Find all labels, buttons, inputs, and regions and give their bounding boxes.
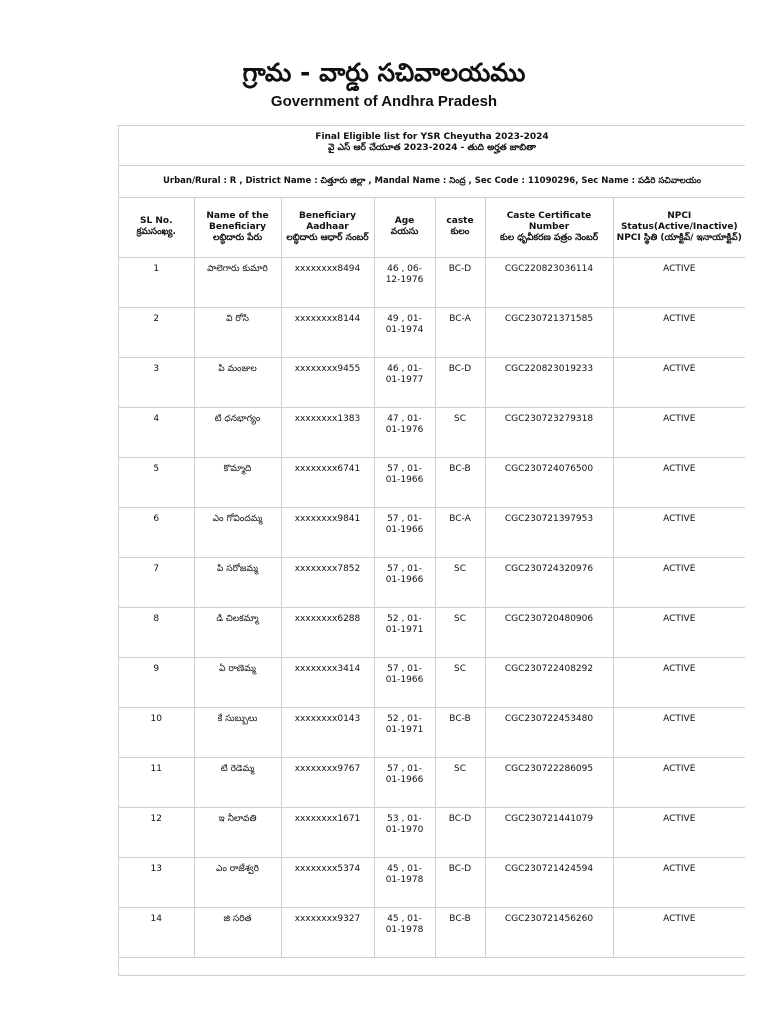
cell-beneficiary-name: ఎం గోవిందమ్మ [194,508,281,558]
cell-caste: SC [435,758,485,808]
cell-aadhaar: xxxxxxxx9455 [281,358,374,408]
cell-caste: BC-B [435,908,485,958]
cell-age: 45 , 01-01-1978 [374,858,435,908]
cell-aadhaar: xxxxxxxx6741 [281,458,374,508]
cell-npci-status: ACTIVE [613,508,745,558]
cell-beneficiary-name: పాలెగారు కుమారి [194,258,281,308]
header-beneficiary-name [194,197,281,258]
cell-beneficiary-name: టి రెడెమ్మ [194,758,281,808]
cell-caste: SC [435,408,485,458]
header-npci-status-line: NPCI స్థితి (యాక్టివ్/ ఇనాయాక్టివ్) [616,232,742,243]
cell-caste-certificate: CGC220823019233 [485,358,613,408]
page-title: గ్రామ - వార్డు సచివాలయము [242,58,526,87]
cell-beneficiary-name: ఎం రాజేశ్వరి [194,858,281,908]
list-frame [118,125,745,976]
cell-age: 45 , 01-01-1978 [374,908,435,958]
cell-caste-certificate: CGC230721456260 [485,908,613,958]
table-row [119,708,745,758]
cell-aadhaar: xxxxxxxx1383 [281,408,374,458]
header-caste-line: కులం [450,227,470,237]
cell-age: 47 , 01-01-1976 [374,408,435,458]
cell-npci-status: ACTIVE [613,558,745,608]
cell-caste: BC-D [435,358,485,408]
cell-npci-status: ACTIVE [613,858,745,908]
cell-caste-certificate: CGC230724076500 [485,458,613,508]
header-npci-status-line: NPCI Status(Active/Inactive) [620,210,738,232]
cell-age: 57 , 01-01-1966 [374,758,435,808]
table-header-row [119,197,745,258]
cell-sl-no: 3 [119,358,194,408]
table-row [119,258,745,308]
cell-beneficiary-name: ఏ రాణెమ్మ [194,658,281,708]
cell-sl-no: 10 [119,708,194,758]
table-body [119,258,745,958]
cell-aadhaar: xxxxxxxx9841 [281,508,374,558]
list-heading [119,126,745,166]
cell-caste-certificate: CGC230724320976 [485,558,613,608]
header-age-line: Age [394,216,415,226]
table-row [119,408,745,458]
cell-aadhaar: xxxxxxxx9327 [281,908,374,958]
cell-beneficiary-name: కే సుబ్బులు [194,708,281,758]
cell-aadhaar: xxxxxxxx1671 [281,808,374,858]
cell-aadhaar: xxxxxxxx5374 [281,858,374,908]
cell-sl-no: 11 [119,758,194,808]
cell-sl-no: 14 [119,908,194,958]
table-row [119,308,745,358]
header-aadhaar-line: లబ్ధిదారు ఆధార్ నంబర్ [286,232,369,243]
cell-age: 46 , 01-01-1977 [374,358,435,408]
cell-age: 49 , 01-01-1974 [374,308,435,358]
header-beneficiary-name-line: లబ్ధిదారు పేరు [212,232,263,243]
list-title-english: Final Eligible list for YSR Cheyutha 2023-2024 [315,132,549,142]
cell-aadhaar: xxxxxxxx8494 [281,258,374,308]
cell-sl-no: 2 [119,308,194,358]
header-aadhaar [281,197,374,258]
cell-npci-status: ACTIVE [613,258,745,308]
cell-sl-no: 1 [119,258,194,308]
cell-npci-status: ACTIVE [613,758,745,808]
cell-caste: SC [435,608,485,658]
cell-beneficiary-name: పి మంజుల [194,358,281,408]
table-row [119,758,745,808]
cell-caste: BC-B [435,708,485,758]
cell-caste-certificate: CGC230721397953 [485,508,613,558]
table-row [119,858,745,908]
header-npci-status [613,197,745,258]
cell-sl-no: 13 [119,858,194,908]
table-row [119,808,745,858]
cell-age: 57 , 01-01-1966 [374,508,435,558]
cell-age: 52 , 01-01-1971 [374,608,435,658]
cell-caste: SC [435,658,485,708]
location-meta-line: Urban/Rural : R , District Name : చిత్తూరు జిల్లా , Mandal Name : నింద్ర , Sec Code : 11090296, Sec Name : పడిరి సచివాలయం [119,166,745,198]
cell-beneficiary-name: టి ధనభాగ్యం [194,408,281,458]
cell-caste-certificate: CGC230722453480 [485,708,613,758]
table-row [119,358,745,408]
cell-npci-status: ACTIVE [613,608,745,658]
cell-age: 57 , 01-01-1966 [374,458,435,508]
table-row [119,458,745,508]
cell-caste-certificate: CGC220823036114 [485,258,613,308]
cell-sl-no: 4 [119,408,194,458]
cell-beneficiary-name: వి రోసి [194,308,281,358]
cell-caste-certificate: CGC230722408292 [485,658,613,708]
cell-aadhaar: xxxxxxxx3414 [281,658,374,708]
header-sl-no [119,197,194,258]
header-age [374,197,435,258]
header-caste-certificate [485,197,613,258]
cell-npci-status: ACTIVE [613,458,745,508]
table-row [119,658,745,708]
cell-sl-no: 7 [119,558,194,608]
cell-age: 46 , 06-12-1976 [374,258,435,308]
cell-caste: SC [435,558,485,608]
header-age-line: వయసు [390,227,419,237]
cell-aadhaar: xxxxxxxx6288 [281,608,374,658]
cell-caste: BC-A [435,308,485,358]
cell-sl-no: 5 [119,458,194,508]
table-row [119,608,745,658]
cell-sl-no: 12 [119,808,194,858]
header-beneficiary-name-line: Name of the Beneficiary [206,210,269,232]
cell-aadhaar: xxxxxxxx8144 [281,308,374,358]
cell-caste: BC-A [435,508,485,558]
header-sl-no-line: SL No. [140,216,173,226]
cell-sl-no: 8 [119,608,194,658]
cell-caste: BC-D [435,808,485,858]
cell-npci-status: ACTIVE [613,408,745,458]
cell-age: 57 , 01-01-1966 [374,558,435,608]
header-sl-no-line: క్రమసంఖ్య. [136,227,176,237]
cell-caste: BC-B [435,458,485,508]
cell-caste: BC-D [435,258,485,308]
cell-sl-no: 9 [119,658,194,708]
header-aadhaar-line: Beneficiary Aadhaar [299,210,356,232]
cell-npci-status: ACTIVE [613,308,745,358]
cell-caste-certificate: CGC230722286095 [485,758,613,808]
header-caste-certificate-line: Caste Certificate Number [506,210,592,232]
cell-caste-certificate: CGC230721424594 [485,858,613,908]
cell-aadhaar: xxxxxxxx7852 [281,558,374,608]
cell-aadhaar: xxxxxxxx0143 [281,708,374,758]
cell-beneficiary-name: కొమ్మాది [194,458,281,508]
cell-npci-status: ACTIVE [613,908,745,958]
cell-sl-no: 6 [119,508,194,558]
cell-caste: BC-D [435,858,485,908]
cell-beneficiary-name: డి చిలకమ్మా [194,608,281,658]
table-row [119,908,745,958]
cell-beneficiary-name: జి సరిత [194,908,281,958]
cell-npci-status: ACTIVE [613,808,745,858]
header-caste [435,197,485,258]
list-title-telugu: వై ఎస్ ఆర్ చేయూత 2023-2024 - తుది అర్హత జాబితా [328,143,536,153]
cell-beneficiary-name: ఇ నీలావతి [194,808,281,858]
cell-npci-status: ACTIVE [613,358,745,408]
cell-caste-certificate: CGC230721441079 [485,808,613,858]
cell-beneficiary-name: పి సరోజమ్మ [194,558,281,608]
header-caste-certificate-line: కుల ధృవీకరణ పత్రం నెంబర్ [499,232,599,243]
cell-age: 57 , 01-01-1966 [374,658,435,708]
cell-age: 52 , 01-01-1971 [374,708,435,758]
cell-npci-status: ACTIVE [613,658,745,708]
header-caste-line: caste [446,216,474,226]
cell-caste-certificate: CGC230720480906 [485,608,613,658]
beneficiary-table [119,197,745,958]
page-subtitle: Government of Andhra Pradesh [270,93,498,110]
cell-aadhaar: xxxxxxxx9767 [281,758,374,808]
cell-caste-certificate: CGC230721371585 [485,308,613,358]
table-row [119,558,745,608]
table-row [119,508,745,558]
cell-caste-certificate: CGC230723279318 [485,408,613,458]
cell-npci-status: ACTIVE [613,708,745,758]
cell-age: 53 , 01-01-1970 [374,808,435,858]
